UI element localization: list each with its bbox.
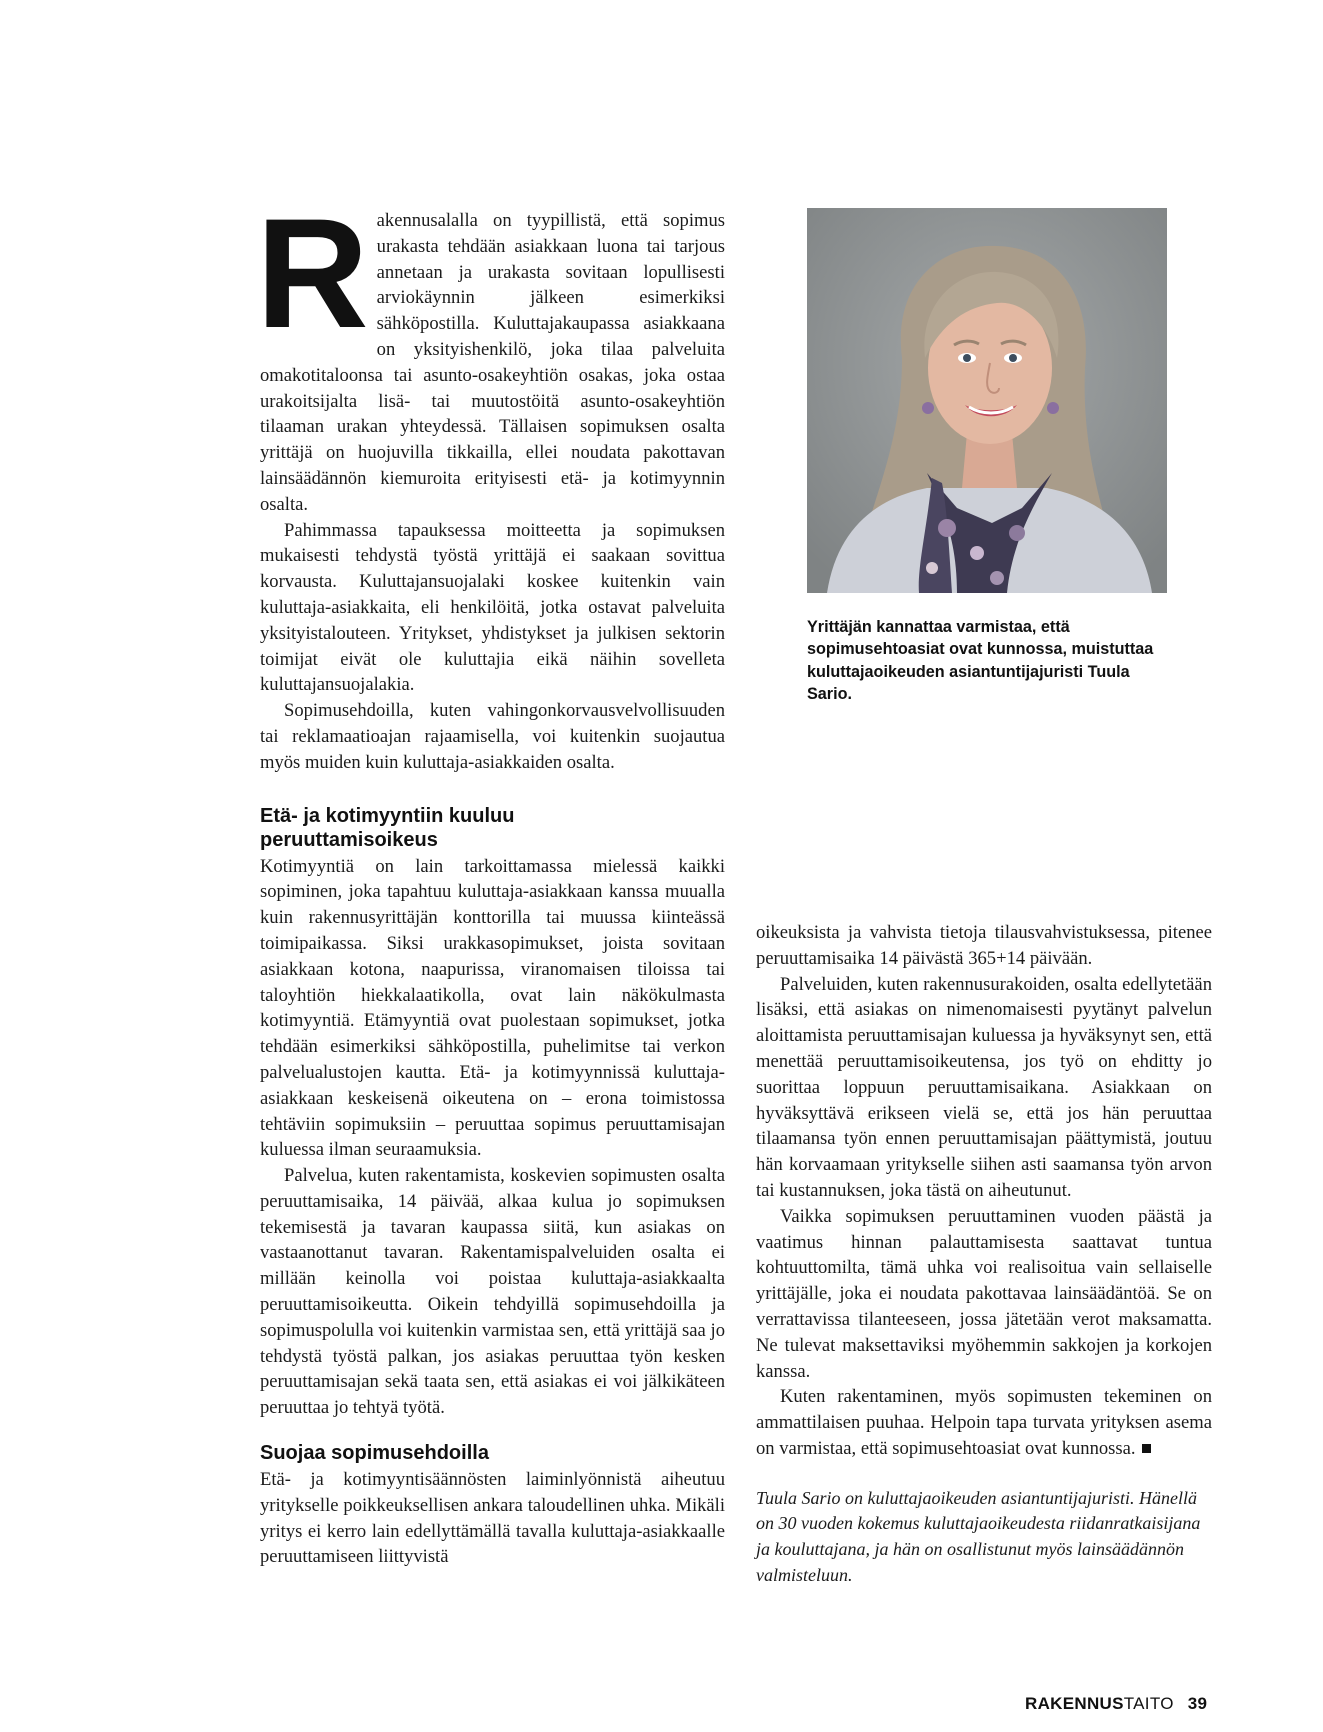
page-number: 39 [1187,1694,1208,1713]
heading-line-1: Etä- ja kotimyyntiin kuuluu [260,804,515,827]
paragraph-3: Sopimusehdoilla, kuten vahingonkorvausvelvollisuuden tai reklamaatioajan rajaamisella, voi kuitenkin suojautua myös muiden kuin kuluttaja-asiakkaiden osalta. [260,700,725,773]
portrait-illustration [807,208,1167,593]
article-right-column [756,920,1212,1606]
end-mark-icon [1142,1444,1151,1453]
intro-text: akennusalalla on tyypillistä, että sopimus urakasta tehdään asiakkaan luona tai tarjous annetaan ja urakasta sovitaan lopullisesti arviokäynnin jälkeen esimerkiksi sähköpostilla. Kuluttajakaupassa asiakkaana on yksityishenkilö, joka tilaa palveluita omakotitaloonsa tai asunto-osakeyhtiön osakas, joka ostaa urakoitsijalta lisä- tai muutostöitä asunto-osakeyhtiön tilaaman urakan yhteydessä. Tällaisen sopimuksen osalta yrittäjä on huojuvilla tikkailla, ellei noudata pakottavan lainsäädännön kiemuroita erityisesti etä- ja kotimyynnin osalta. [260,210,725,515]
magazine-name-light: TAITO [1123,1694,1174,1713]
paragraph-2: Pahimmassa tapauksessa moitteetta ja sopimuksen mukaisesti tehdystä työstä yrittäjä ei saakaan sovittua korvausta. Kuluttajansuojalaki koskee kuitenkin vain kuluttaja-asiakkaita, eli henkilöitä, jotka ostavat palveluita yksityistalouteen. Yritykset, yhdistykset ja julkisen sektorin toimijat eivät ole kuluttajia eikä näihin sovelleta kuluttajansuojalakia. [260,519,725,696]
article-intro [256,187,725,518]
page-footer [1025,1694,1225,1714]
paragraph-5: Palvelua, kuten rakentamista, koskevien sopimusten osalta peruuttamisaika, 14 päivää, alkaa kulua jo sopimuksen tekemisestä ja tavaran kaupassa siitä, kun asiakas on vastaanottanut tavaran. Rakentamispalveluiden osalta ei millään keinolla voi poistaa kuluttaja-asiakkaalta peruuttamisoikeutta. Oikein tehdyillä sopimusehdoilla ja sopimuspolulla voi kuitenkin varmistaa sen, että yrittäjä saa jo tehdystä työstä palkan, jos asiakas peruuttaa työn kesken peruuttamisajan sekä taata sen, että asiakas ei voi jälkikäteen peruuttaa jo tehtyä työtä. [260,1165,725,1419]
paragraph-7: Palveluiden, kuten rakennusurakoiden, osalta edellytetään lisäksi, että asiakas on nimenomaisesti pyytänyt palvelun aloittamista peruuttamisajan kuluessa ja hyväksynyt sen, että menettää peruuttamisoikeutensa, jos työ on ehditty jo suorittaa loppuun peruuttamisaikana. Asiakkaan on hyväksyttävä erikseen vielä se, että jos hän peruuttaa tilaamansa työn ennen peruuttamisajan päättymistä, joutuu hän korvaamaan yritykselle siihen asti saamansa työn arvon tai kustannuksen, joka tästä on aiheutunut. [756,973,1212,1201]
section-heading-peruuttamisoikeus [260,804,725,852]
article-left-column [256,187,725,1570]
portrait-photo [807,208,1167,593]
paragraph-6-continued: oikeuksista ja vahvista tietoja tilausvahvistuksessa, pitenee peruuttamisaika 14 päivästä 365+14 päivään. [756,922,1212,969]
paragraph-9-text: Kuten rakentaminen, myös sopimusten tekeminen on ammattilaisen puuhaa. Helpoin tapa turvata yrityksen asema on varmistaa, että sopimusehtoasiat ovat kunnossa. [756,1386,1212,1459]
photo-caption: Yrittäjän kannattaa varmistaa, että sopimusehtoasiat ovat kunnossa, muistuttaa kuluttajaoikeuden asiantuntijajuristi Tuula Sario. [807,618,1154,704]
drop-cap: R [256,187,369,361]
magazine-name-bold: RAKENNUS [1025,1694,1124,1713]
paragraph-8: Vaikka sopimuksen peruuttaminen vuoden päästä ja vaatimus hinnan palauttamisesta saattavat tuntua kohtuuttomilta, tämä uhka voi realisoitua vain sellaiselle yrittäjälle, joka ei noudata pakottavaa lainsäädäntöä. Se on verrattavissa tilanteeseen, jossa jätetään verot maksamatta. Ne tulevat maksettaviksi myöhemmin sakkojen ja korkojen kanssa. [756,1205,1212,1382]
section-heading-sopimusehdot: Suojaa sopimusehdoilla [260,1442,489,1465]
paragraph-6: Etä- ja kotimyyntisäännösten laiminlyönnistä aiheutuu yritykselle poikkeuksellisen ankara taloudellinen uhka. Mikäli yritys ei kerro lain edellyttämällä tavalla kuluttaja-asiakkaalle peruuttamiseen liittyvistä [260,1469,725,1568]
heading-line-2: peruuttamisoikeus [260,828,438,851]
paragraph-4: Kotimyyntiä on lain tarkoittamassa mielessä kaikki sopiminen, joka tapahtuu kuluttaja-asiakkaan kanssa muualla kuin rakennusyrittäjän konttorilla tai muussa kiinteässä toimipaikassa. Siksi urakkasopimukset, joista sovitaan asiakkaan kotona, naapurissa, viranomaisen tiloissa tai taloyhtiön hiekkalaatikolla, ovat lain näkökulmasta kotimyyntiä. Etämyyntiä ovat puolestaan sopimukset, jotka tehdään esimerkiksi sähköpostilla, puhelimitse tai verkon palvelualustojen kautta. Etä- ja kotimyynnissä kuluttaja-asiakkaan keskeisenä oikeutena on – erona toimistossa tehtäviin sopimuksiin – peruuttaa sopimus peruuttamisajan kuluessa ilman seuraamuksia. [260,855,725,1161]
author-bio: Tuula Sario on kuluttajaoikeuden asiantuntijajuristi. Hänellä on 30 vuoden kokemus kuluttajaoikeudesta riidanratkaisijana ja kouluttajana, ja hän on osallistunut myös lainsäädännön valmisteluun. [756,1487,1201,1585]
paragraph-9 [756,1384,1212,1461]
